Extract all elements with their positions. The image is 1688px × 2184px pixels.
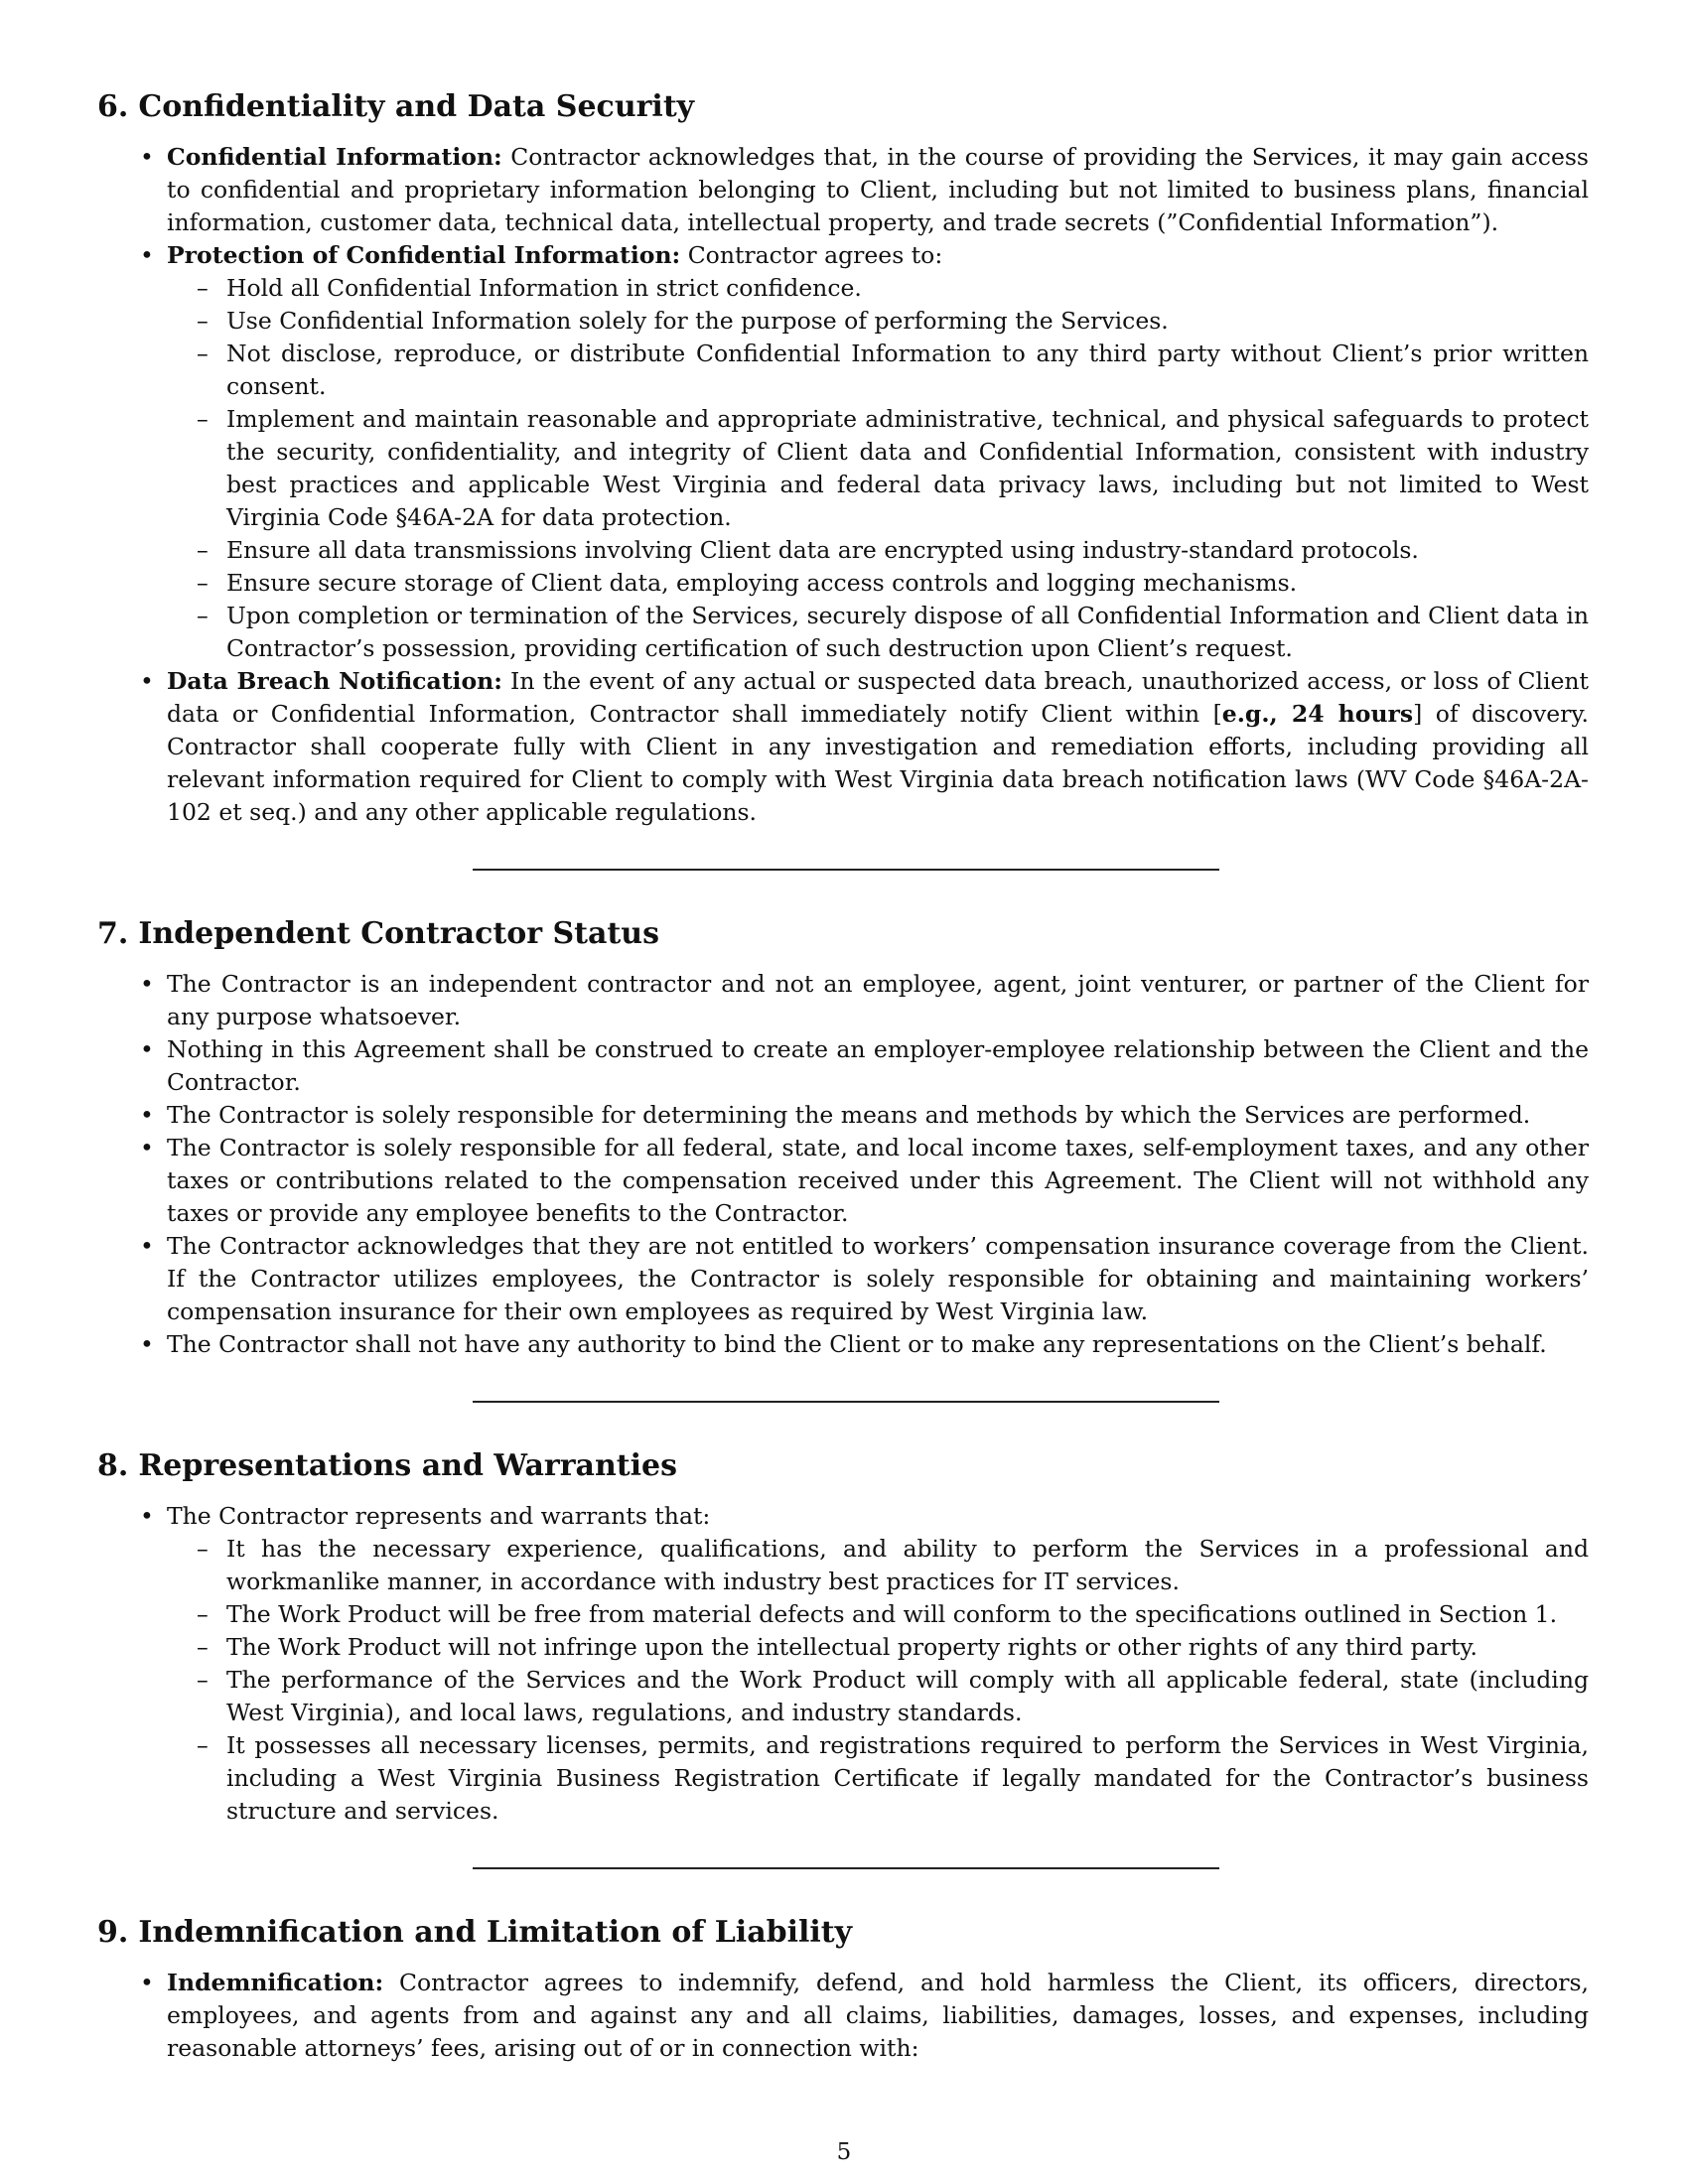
item-label: Confidential Information:	[167, 143, 502, 171]
section-8-list	[97, 1500, 1589, 1828]
list-item: • The Contractor is solely responsible for all federal, state, and local income taxes, self-employment taxes, and any other taxes or contributions related to the compensation received under this Agreement. The Client will not withhold any taxes or provide any employee benefits to the Contractor.	[167, 1132, 1589, 1230]
section-6	[97, 89, 1589, 829]
sublist-item: – The Work Product will be free from material defects and will conform to the specifications outlined in Section 1.	[226, 1598, 1589, 1631]
sublist-item: – Hold all Confidential Information in strict confidence.	[226, 272, 1589, 305]
sublist-item: – It possesses all necessary licenses, permits, and registrations required to perform the Services in West Virginia, including a West Virginia Business Registration Certificate if legally mandated for the Contractor’s business structure and services.	[226, 1729, 1589, 1828]
page-number: 5	[836, 2139, 852, 2165]
sublist-item: – It has the necessary experience, qualifications, and ability to perform the Services in a professional and workmanlike manner, in accordance with industry best practices for IT services.	[226, 1533, 1589, 1598]
sublist-item: – Implement and maintain reasonable and appropriate administrative, technical, and physical safeguards to protect the security, confidentiality, and integrity of Client data and Confidential Information, consistent with industry best practices and applicable West Virginia and federal data privacy laws, including but not limited to West Virginia Code §46A-2A for data protection.	[226, 403, 1589, 534]
section-divider	[473, 1401, 1219, 1403]
item-label: Indemnification:	[167, 1969, 384, 1996]
section-8	[97, 1448, 1589, 1828]
section-7-list	[97, 968, 1589, 1361]
list-item: • The Contractor is an independent contractor and not an employee, agent, joint venturer, or partner of the Client for any purpose whatsoever.	[167, 968, 1589, 1033]
list-item: • The Contractor represents and warrants that: – It has the necessary experience, qualifications, and ability to perform the Services in a professional and workmanlike manner, in accordance with industry best practices for IT services. – The Work Product will be free from material defects and will conform to the specifications outlined in Section 1. – The Work Product will not infringe upon the intellectual property rights or other rights of any third party. – The performance of the Services and the Work Product will comply with all applicable federal, state (including West Virginia), and local laws, regulations, and industry standards. – It possesses all necessary licenses, permits, and registrations required to perform the Services in West Virginia, including a West Virginia Business Registration Certificate if legally mandated for the Contractor’s business structure and services.	[167, 1500, 1589, 1828]
section-9-list	[97, 1967, 1589, 2065]
list-item: • Nothing in this Agreement shall be construed to create an employer-employee relationship between the Client and the Contractor.	[167, 1033, 1589, 1099]
section-6-heading: 6. Confidentiality and Data Security	[97, 89, 695, 124]
item-label: Data Breach Notification:	[167, 667, 502, 695]
section-6-list	[97, 141, 1589, 829]
section-9-heading: 9. Indemnification and Limitation of Liability	[97, 1915, 853, 1950]
sublist-item: – Use Confidential Information solely for the purpose of performing the Services.	[226, 305, 1589, 338]
section-7	[97, 916, 1589, 1361]
section-7-heading: 7. Independent Contractor Status	[97, 916, 659, 951]
list-item: • The Contractor shall not have any authority to bind the Client or to make any representations on the Client’s behalf.	[167, 1328, 1589, 1361]
item-label: Protection of Confidential Information:	[167, 241, 681, 269]
list-item: • The Contractor acknowledges that they are not entitled to workers’ compensation insurance coverage from the Client. If the Contractor utilizes employees, the Contractor is solely responsible for obtaining and maintaining workers’ compensation insurance for their own employees as required by West Virginia law.	[167, 1230, 1589, 1328]
list-item: • Data Breach Notification: In the event of any actual or suspected data breach, unauthorized access, or loss of Client data or Confidential Information, Contractor shall immediately notify Client within [e.g., 24 hours] of discovery. Contractor shall cooperate fully with Client in any investigation and remediation efforts, including providing all relevant information required for Client to comply with West Virginia data breach notification laws (WV Code §46A-2A-102 et seq.) and any other applicable regulations.	[167, 665, 1589, 829]
sublist-item: – Upon completion or termination of the Services, securely dispose of all Confidential Information and Client data in Contractor’s possession, providing certification of such destruction upon Client’s request.	[226, 600, 1589, 665]
warranties-sublist	[167, 1533, 1589, 1828]
section-divider	[473, 1867, 1219, 1869]
list-item: • Confidential Information: Contractor acknowledges that, in the course of providing the Services, it may gain access to confidential and proprietary information belonging to Client, including but not limited to business plans, financial information, customer data, technical data, intellectual property, and trade secrets (”Confidential Information”).	[167, 141, 1589, 239]
section-divider	[473, 869, 1219, 871]
list-item: • The Contractor is solely responsible for determining the means and methods by which the Services are performed.	[167, 1099, 1589, 1132]
sublist-item: – Ensure all data transmissions involving Client data are encrypted using industry-standard protocols.	[226, 534, 1589, 567]
list-item: • Protection of Confidential Information: Contractor agrees to: – Hold all Confidential Information in strict confidence. – Use Confidential Information solely for the purpose of performing the Services. – Not disclose, reproduce, or distribute Confidential Information to any third party without Client’s prior written consent. – Implement and maintain reasonable and appropriate administrative, technical, and physical safeguards to protect the security, confidentiality, and integrity of Client data and Confidential Information, consistent with industry best practices and applicable West Virginia and federal data privacy laws, including but not limited to West Virginia Code §46A-2A for data protection. – Ensure all data transmissions involving Client data are encrypted using industry-standard protocols. – Ensure secure storage of Client data, employing access controls and logging mechanisms. – Upon completion or termination of the Services, securely dispose of all Confidential Information and Client data in Contractor’s possession, providing certification of such destruction upon Client’s request.	[167, 239, 1589, 665]
protection-sublist	[167, 272, 1589, 665]
document-page	[97, 89, 1589, 2065]
section-9	[97, 1915, 1589, 2065]
sublist-item: – Not disclose, reproduce, or distribute Confidential Information to any third party without Client’s prior written consent.	[226, 338, 1589, 403]
sublist-item: – Ensure secure storage of Client data, employing access controls and logging mechanisms.	[226, 567, 1589, 600]
list-item: • Indemnification: Contractor agrees to indemnify, defend, and hold harmless the Client, its officers, directors, employees, and agents from and against any and all claims, liabilities, damages, losses, and expenses, including reasonable attorneys’ fees, arising out of or in connection with:	[167, 1967, 1589, 2065]
sublist-item: – The Work Product will not infringe upon the intellectual property rights or other rights of any third party.	[226, 1631, 1589, 1664]
sublist-item: – The performance of the Services and the Work Product will comply with all applicable federal, state (including West Virginia), and local laws, regulations, and industry standards.	[226, 1664, 1589, 1729]
section-8-heading: 8. Representations and Warranties	[97, 1448, 677, 1483]
